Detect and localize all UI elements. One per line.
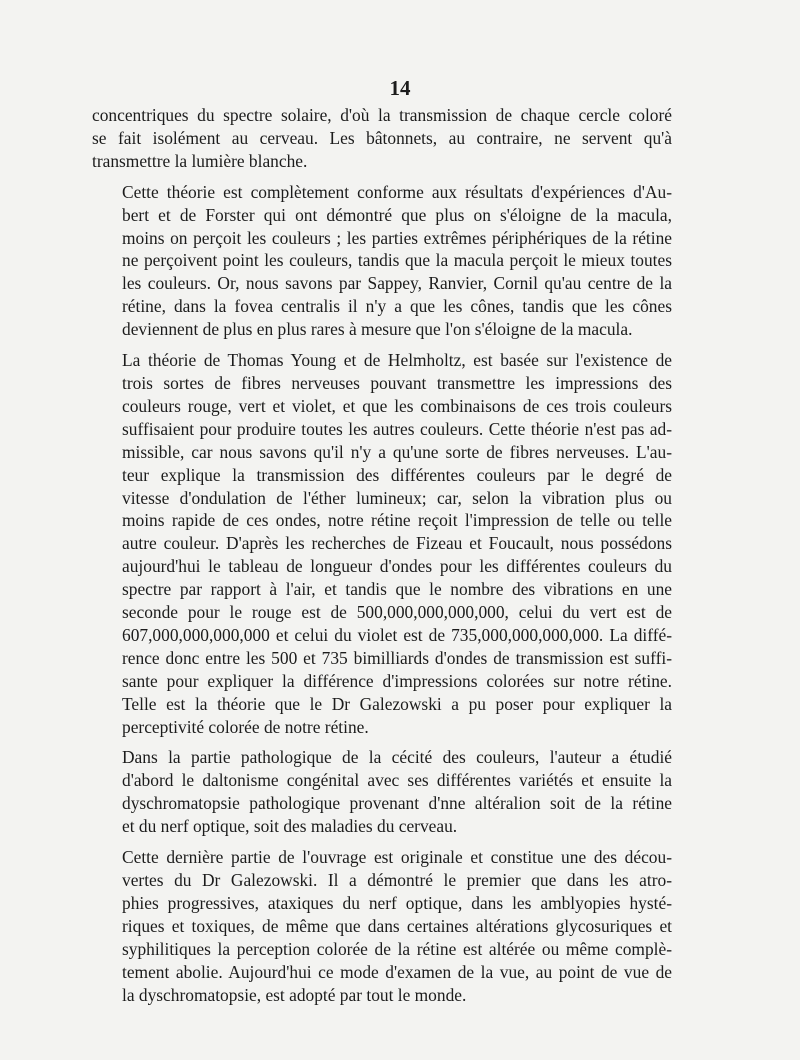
text-line: 607,000,000,000,000 et celui du violet est de 735,000,000,000,000. La diffé- bbox=[122, 624, 672, 645]
text-line: seconde pour le rouge est de 500,000,000,000,000, celui du vert est de bbox=[122, 602, 672, 623]
text-line: autre couleur. D'après les recherches de Fizeau et Foucault, nous possédons bbox=[122, 533, 672, 554]
text-line: se fait isolément au cerveau. Les bâtonnets, au contraire, ne servent qu'à bbox=[92, 127, 672, 148]
paragraph bbox=[92, 746, 672, 838]
text-line: vitesse d'ondulation de l'éther lumineux; car, selon la vibration plus ou bbox=[122, 487, 672, 508]
text-line: rétine, dans la fovea centralis il n'y a que les cônes, tandis que les cônes bbox=[122, 296, 672, 317]
text-line: riques et toxiques, de même que dans certaines altérations glycosuriques et bbox=[122, 915, 672, 936]
text-line: La théorie de Thomas Young et de Helmholtz, est basée sur l'existence de bbox=[122, 350, 672, 371]
text-line: Cette théorie est complètement conforme aux résultats d'expériences d'Au- bbox=[122, 181, 672, 202]
paragraph bbox=[92, 349, 672, 738]
text-line: suffisaient pour produire toutes les autres couleurs. Cette théorie n'est pas ad- bbox=[122, 418, 672, 439]
text-line: deviennent de plus en plus rares à mesure que l'on s'éloigne de la macula. bbox=[122, 319, 633, 340]
text-line: perceptivité colorée de notre rétine. bbox=[122, 716, 369, 737]
text-line: missible, car nous savons qu'il n'y a qu'une sorte de fibres nerveuses. L'au- bbox=[122, 441, 672, 462]
text-line: phies progressives, ataxiques du nerf optique, dans les amblyopies hysté- bbox=[122, 892, 672, 913]
text-line: et du nerf optique, soit des maladies du cerveau. bbox=[122, 816, 458, 837]
text-line: bert et de Forster qui ont démontré que plus on s'éloigne de la macula, bbox=[122, 204, 672, 225]
text-line: ne perçoivent point les couleurs, tandis que la macula perçoit le mieux toutes bbox=[122, 250, 672, 271]
text-line: moins rapide de ces ondes, notre rétine reçoit l'impression de telle ou telle bbox=[122, 510, 672, 531]
text-line: rence donc entre les 500 et 735 bimilliards d'ondes de transmission est suffi- bbox=[122, 647, 672, 668]
text-line: couleurs rouge, vert et violet, et que les combinaisons de ces trois couleurs bbox=[122, 395, 672, 416]
text-line: concentriques du spectre solaire, d'où la transmission de chaque cercle coloré bbox=[92, 105, 672, 125]
text-line: Telle est la théorie que le Dr Galezowski a pu poser pour expliquer la bbox=[122, 693, 672, 714]
paragraph bbox=[92, 846, 672, 1006]
text-line: trois sortes de fibres nerveuses pouvant transmettre les impressions des bbox=[122, 372, 672, 393]
text-line: transmettre la lumière blanche. bbox=[92, 150, 308, 171]
paragraph bbox=[92, 104, 672, 173]
text-line: Dans la partie pathologique de la cécité des couleurs, l'auteur a étudié bbox=[122, 747, 672, 768]
text-line: vertes du Dr Galezowski. Il a démontré le premier que dans les atro- bbox=[122, 870, 672, 890]
text-line: tement abolie. Aujourd'hui ce mode d'examen de la vue, au point de vue de bbox=[122, 961, 672, 982]
text-line: spectre par rapport à l'air, et tandis que le nombre des vibrations en une bbox=[122, 579, 672, 600]
text-line: sante pour expliquer la différence d'impressions colorées sur notre rétine. bbox=[122, 670, 672, 691]
body-text bbox=[92, 104, 672, 1014]
text-line: Cette dernière partie de l'ouvrage est originale et constitue une des décou- bbox=[122, 847, 672, 868]
text-line: dyschromatopsie pathologique provenant d'nne altéralion soit de la rétine bbox=[122, 793, 672, 814]
text-line: les couleurs. Or, nous savons par Sappey, Ranvier, Cornil qu'au centre de la bbox=[122, 273, 672, 294]
text-line: moins on perçoit les couleurs ; les parties extrêmes périphériques de la rétine bbox=[122, 227, 672, 248]
text-line: d'abord le daltonisme congénital avec ses différentes variétés et ensuite la bbox=[122, 770, 672, 791]
paragraph bbox=[92, 181, 672, 341]
text-line: syphilitiques la perception colorée de la rétine est altérée ou même complè- bbox=[122, 938, 672, 959]
page-number: 14 bbox=[389, 76, 411, 100]
text-line: la dyschromatopsie, est adopté par tout le monde. bbox=[122, 984, 467, 1005]
text-line: aujourd'hui le tableau de longueur d'ondes pour les différentes couleurs du bbox=[122, 556, 672, 577]
text-line: teur explique la transmission des différentes couleurs par le degré de bbox=[122, 464, 672, 485]
